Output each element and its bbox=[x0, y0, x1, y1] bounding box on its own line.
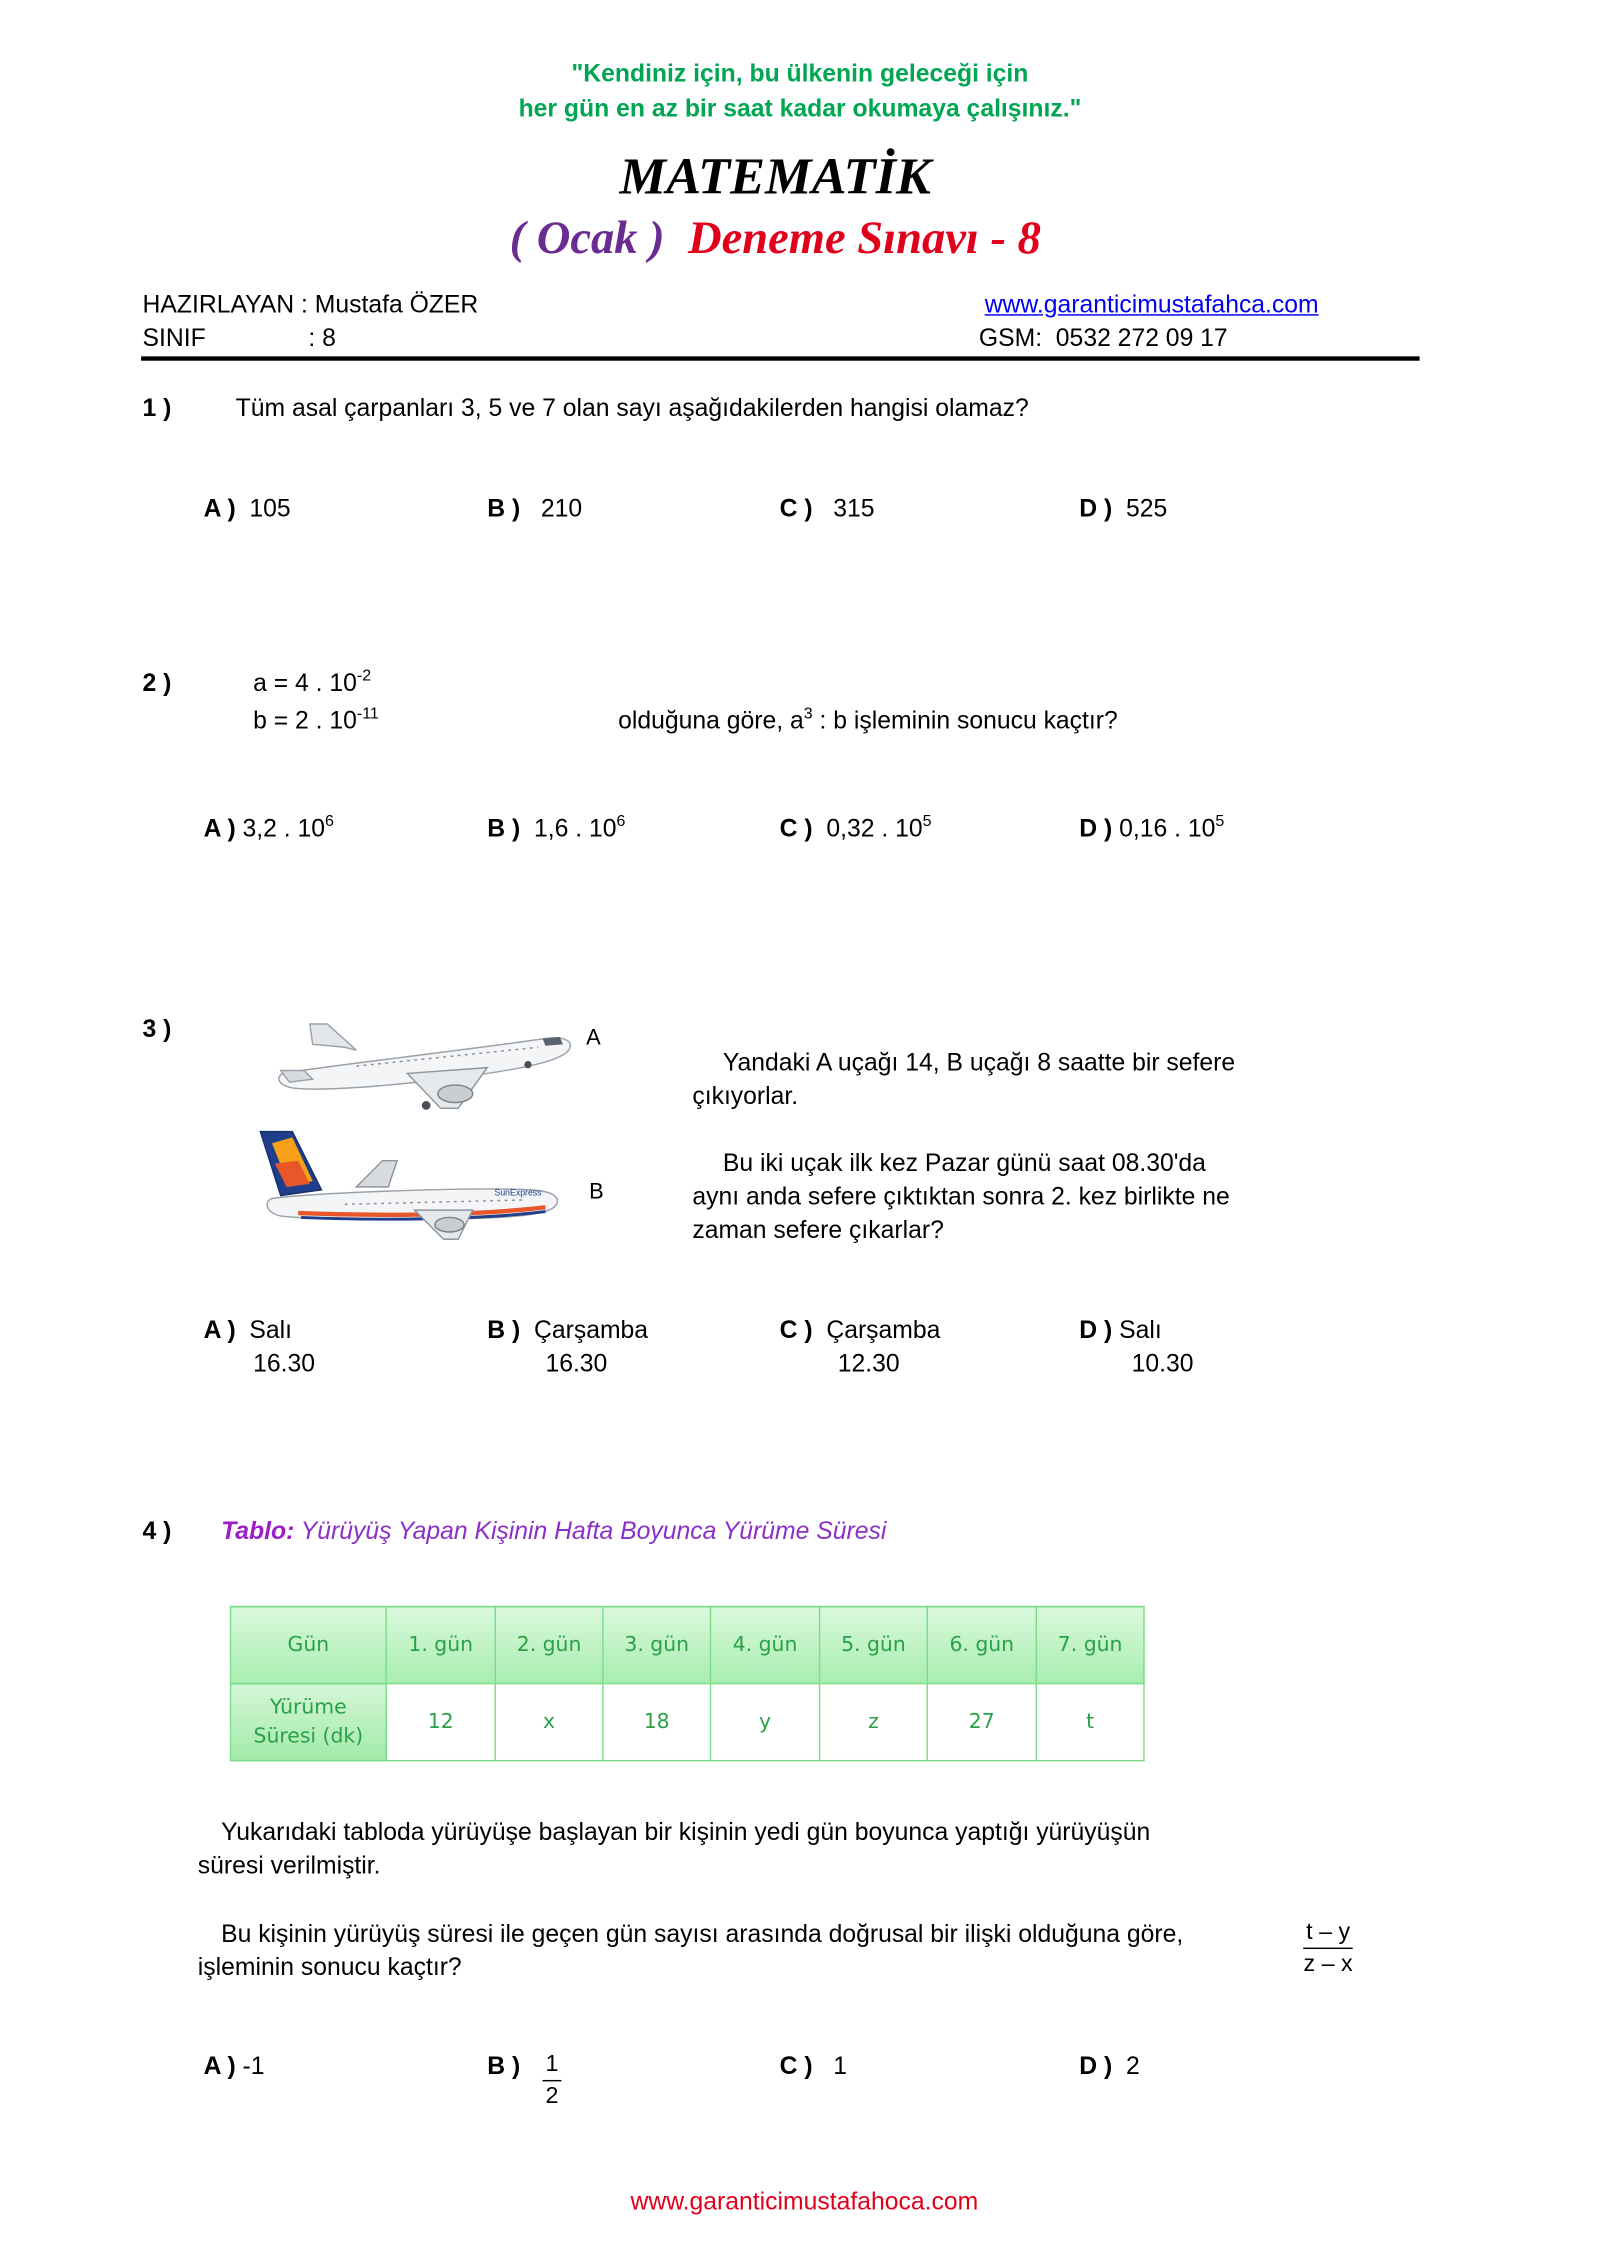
option-value: 105 bbox=[249, 494, 291, 523]
plane-b-label: B bbox=[589, 1179, 604, 1205]
q2-line-b: b = 2 . $10^{-11}$ bbox=[253, 705, 379, 735]
airplane-b-image bbox=[255, 1129, 568, 1245]
q4-para2-line2: işleminin sonucu kaçtır? bbox=[197, 1953, 462, 1982]
option-letter: A ) bbox=[203, 2052, 236, 2080]
option-letter: C ) bbox=[779, 1316, 813, 1344]
table-header-cell: 1. gün bbox=[386, 1606, 495, 1683]
fraction-denominator: 2 bbox=[545, 2084, 559, 2110]
option-letter: C ) bbox=[779, 2052, 813, 2080]
q4-option-c[interactable]: C ) 1 bbox=[779, 2052, 847, 2080]
table-header-cell: 7. gün bbox=[1036, 1606, 1144, 1683]
option-letter: D ) bbox=[1079, 1316, 1113, 1344]
option-value: 315 bbox=[833, 494, 875, 523]
option-letter: C ) bbox=[779, 494, 813, 523]
table-cell: 27 bbox=[927, 1684, 1036, 1761]
gsm-number: GSM: 0532 272 09 17 bbox=[978, 324, 1228, 352]
subtitle-exam: Deneme Sınavı - 8 bbox=[687, 210, 1041, 264]
option-letter: B ) bbox=[487, 494, 521, 523]
q4-option-b-fraction[interactable] bbox=[543, 2051, 562, 2114]
question-1-number: 1 ) bbox=[142, 394, 172, 422]
option-letter: A ) bbox=[203, 494, 236, 523]
q1-option-a[interactable] bbox=[204, 495, 291, 524]
footer-website[interactable]: www.garanticimustafahoca.com bbox=[630, 2187, 979, 2216]
motto-line-1: "Kendiniz için, bu ülkenin geleceği için bbox=[571, 59, 1029, 88]
option-letter: D ) bbox=[1079, 2052, 1113, 2080]
option-time: 10.30 bbox=[1131, 1349, 1194, 1378]
class-label: SINIF bbox=[142, 324, 206, 352]
question-2-number: 2 ) bbox=[142, 669, 172, 697]
question-4-number: 4 ) bbox=[142, 1517, 172, 1545]
class-value: : 8 bbox=[308, 324, 336, 352]
q3-para2-line2: aynı anda sefere çıktıktan sonra 2. kez birlikte ne bbox=[692, 1182, 1230, 1211]
table-header-cell: 5. gün bbox=[820, 1606, 928, 1683]
option-time: 12.30 bbox=[837, 1349, 900, 1378]
option-time: 16.30 bbox=[545, 1349, 608, 1378]
page-subtitle bbox=[0, 211, 1550, 265]
q2-option-b[interactable]: B ) 1,6 . $10^6$ bbox=[487, 813, 626, 843]
website-link[interactable]: www.garanticimustafahca.com bbox=[984, 290, 1319, 319]
q4-expression-fraction bbox=[1303, 1918, 1353, 1981]
fraction-denominator: z – x bbox=[1303, 1951, 1353, 1977]
q3-para1-line1: Yandaki A uçağı 14, B uçağı 8 saatte bir sefere bbox=[722, 1048, 1236, 1077]
option-value: 210 bbox=[540, 494, 583, 523]
header-divider bbox=[141, 356, 1420, 360]
table-label: Tablo: bbox=[221, 1517, 295, 1545]
table-header-cell: Gün bbox=[231, 1606, 387, 1683]
q3-option-b[interactable]: B ) Çarşamba 16.30 bbox=[487, 1316, 649, 1378]
motto-line-2: her gün en az bir saat kadar okumaya çalışınız." bbox=[518, 94, 1082, 123]
page-title: MATEMATİK bbox=[619, 146, 931, 206]
q1-option-c[interactable] bbox=[780, 495, 875, 524]
option-letter: C ) bbox=[779, 814, 813, 843]
q4-para1-line2: süresi verilmiştir. bbox=[197, 1851, 381, 1880]
question-3-number: 3 ) bbox=[142, 1015, 172, 1043]
option-letter: A ) bbox=[203, 1316, 236, 1344]
q2-option-a[interactable]: A ) 3,2 . $10^6$ bbox=[203, 813, 334, 843]
airplane-a-image bbox=[269, 1018, 582, 1120]
option-value: 525 bbox=[1125, 494, 1168, 523]
table-row bbox=[231, 1684, 1144, 1761]
option-letter: B ) bbox=[487, 814, 521, 843]
option-letter: D ) bbox=[1079, 814, 1113, 843]
option-letter: B ) bbox=[487, 1316, 521, 1344]
q1-option-d[interactable] bbox=[1079, 495, 1167, 524]
table-header-cell: 4. gün bbox=[711, 1606, 820, 1683]
q3-para2-line1: Bu iki uçak ilk kez Pazar günü saat 08.30'da bbox=[722, 1149, 1206, 1177]
table-header-cell: 2. gün bbox=[495, 1606, 603, 1683]
exponent: 5 bbox=[1215, 813, 1225, 831]
table-caption bbox=[221, 1517, 886, 1546]
option-letter: B ) bbox=[487, 2052, 521, 2080]
q3-para2-line3: zaman sefere çıkarlar? bbox=[692, 1215, 944, 1244]
q3-option-d[interactable]: D ) Salı 10.30 bbox=[1079, 1316, 1194, 1378]
table-cell: y bbox=[711, 1684, 820, 1761]
exponent: -2 bbox=[356, 667, 372, 686]
table-header-cell: 6. gün bbox=[927, 1606, 1036, 1683]
fraction-numerator: t – y bbox=[1303, 1918, 1353, 1949]
option-time: 16.30 bbox=[253, 1349, 315, 1378]
table-cell: t bbox=[1036, 1684, 1144, 1761]
q4-option-d[interactable]: D ) 2 bbox=[1079, 2052, 1140, 2080]
q3-option-c[interactable]: C ) Çarşamba 12.30 bbox=[779, 1316, 941, 1378]
table-cell: x bbox=[495, 1684, 603, 1761]
option-letter: D ) bbox=[1079, 494, 1113, 523]
table-cell: 12 bbox=[386, 1684, 495, 1761]
q4-para1-line1: Yukarıdaki tabloda yürüyüşe başlayan bir kişinin yedi gün boyunca yaptığı yürüyüşün bbox=[221, 1818, 1151, 1846]
plane-b-brand: SunExpress bbox=[494, 1187, 542, 1198]
fraction-numerator: 1 bbox=[543, 2051, 562, 2082]
table-row-header: Yürüme Süresi (dk) bbox=[231, 1684, 387, 1761]
q2-line-a: a = 4 . $10^{-2}$ bbox=[253, 667, 372, 697]
table-row bbox=[231, 1606, 1144, 1683]
exponent: 3 bbox=[803, 705, 813, 723]
table-cell: 18 bbox=[603, 1684, 711, 1761]
question-2-text: olduğuna göre, $a^3$ : b işleminin sonucu kaçtır? bbox=[618, 705, 1118, 735]
prepared-by: HAZIRLAYAN : Mustafa ÖZER bbox=[142, 290, 479, 319]
exponent: 5 bbox=[922, 813, 932, 831]
table-cell: z bbox=[820, 1684, 928, 1761]
option-letter: A ) bbox=[203, 814, 236, 843]
walking-table bbox=[230, 1606, 1145, 1762]
q4-option-b[interactable] bbox=[487, 2052, 520, 2081]
exponent: 6 bbox=[325, 813, 334, 831]
q3-option-a[interactable]: A ) Salı 16.30 bbox=[203, 1316, 315, 1378]
question-1-text: Tüm asal çarpanları 3, 5 ve 7 olan sayı aşağıdakilerden hangisi olamaz? bbox=[235, 394, 1029, 422]
q2-option-d[interactable]: D ) 0,16 . $10^5$ bbox=[1079, 813, 1225, 843]
q2-option-c[interactable]: C ) 0,32 . $10^5$ bbox=[779, 813, 932, 843]
table-title: Yürüyüş Yapan Kişinin Hafta Boyunca Yürüme Süresi bbox=[300, 1517, 887, 1545]
table-header-cell: 3. gün bbox=[603, 1606, 711, 1683]
exponent: 6 bbox=[616, 813, 626, 831]
q4-para2-line1: Bu kişinin yürüyüş süresi ile geçen gün sayısı arasında doğrusal bir ilişki olduğuna göre, bbox=[221, 1919, 1184, 1948]
exponent: -11 bbox=[356, 705, 379, 723]
q1-option-b[interactable] bbox=[487, 495, 582, 524]
q4-option-a[interactable]: A ) -1 bbox=[203, 2052, 265, 2080]
plane-a-label: A bbox=[586, 1025, 601, 1051]
q3-para1-line2: çıkıyorlar. bbox=[692, 1082, 799, 1110]
subtitle-period: ( Ocak ) bbox=[509, 210, 665, 264]
